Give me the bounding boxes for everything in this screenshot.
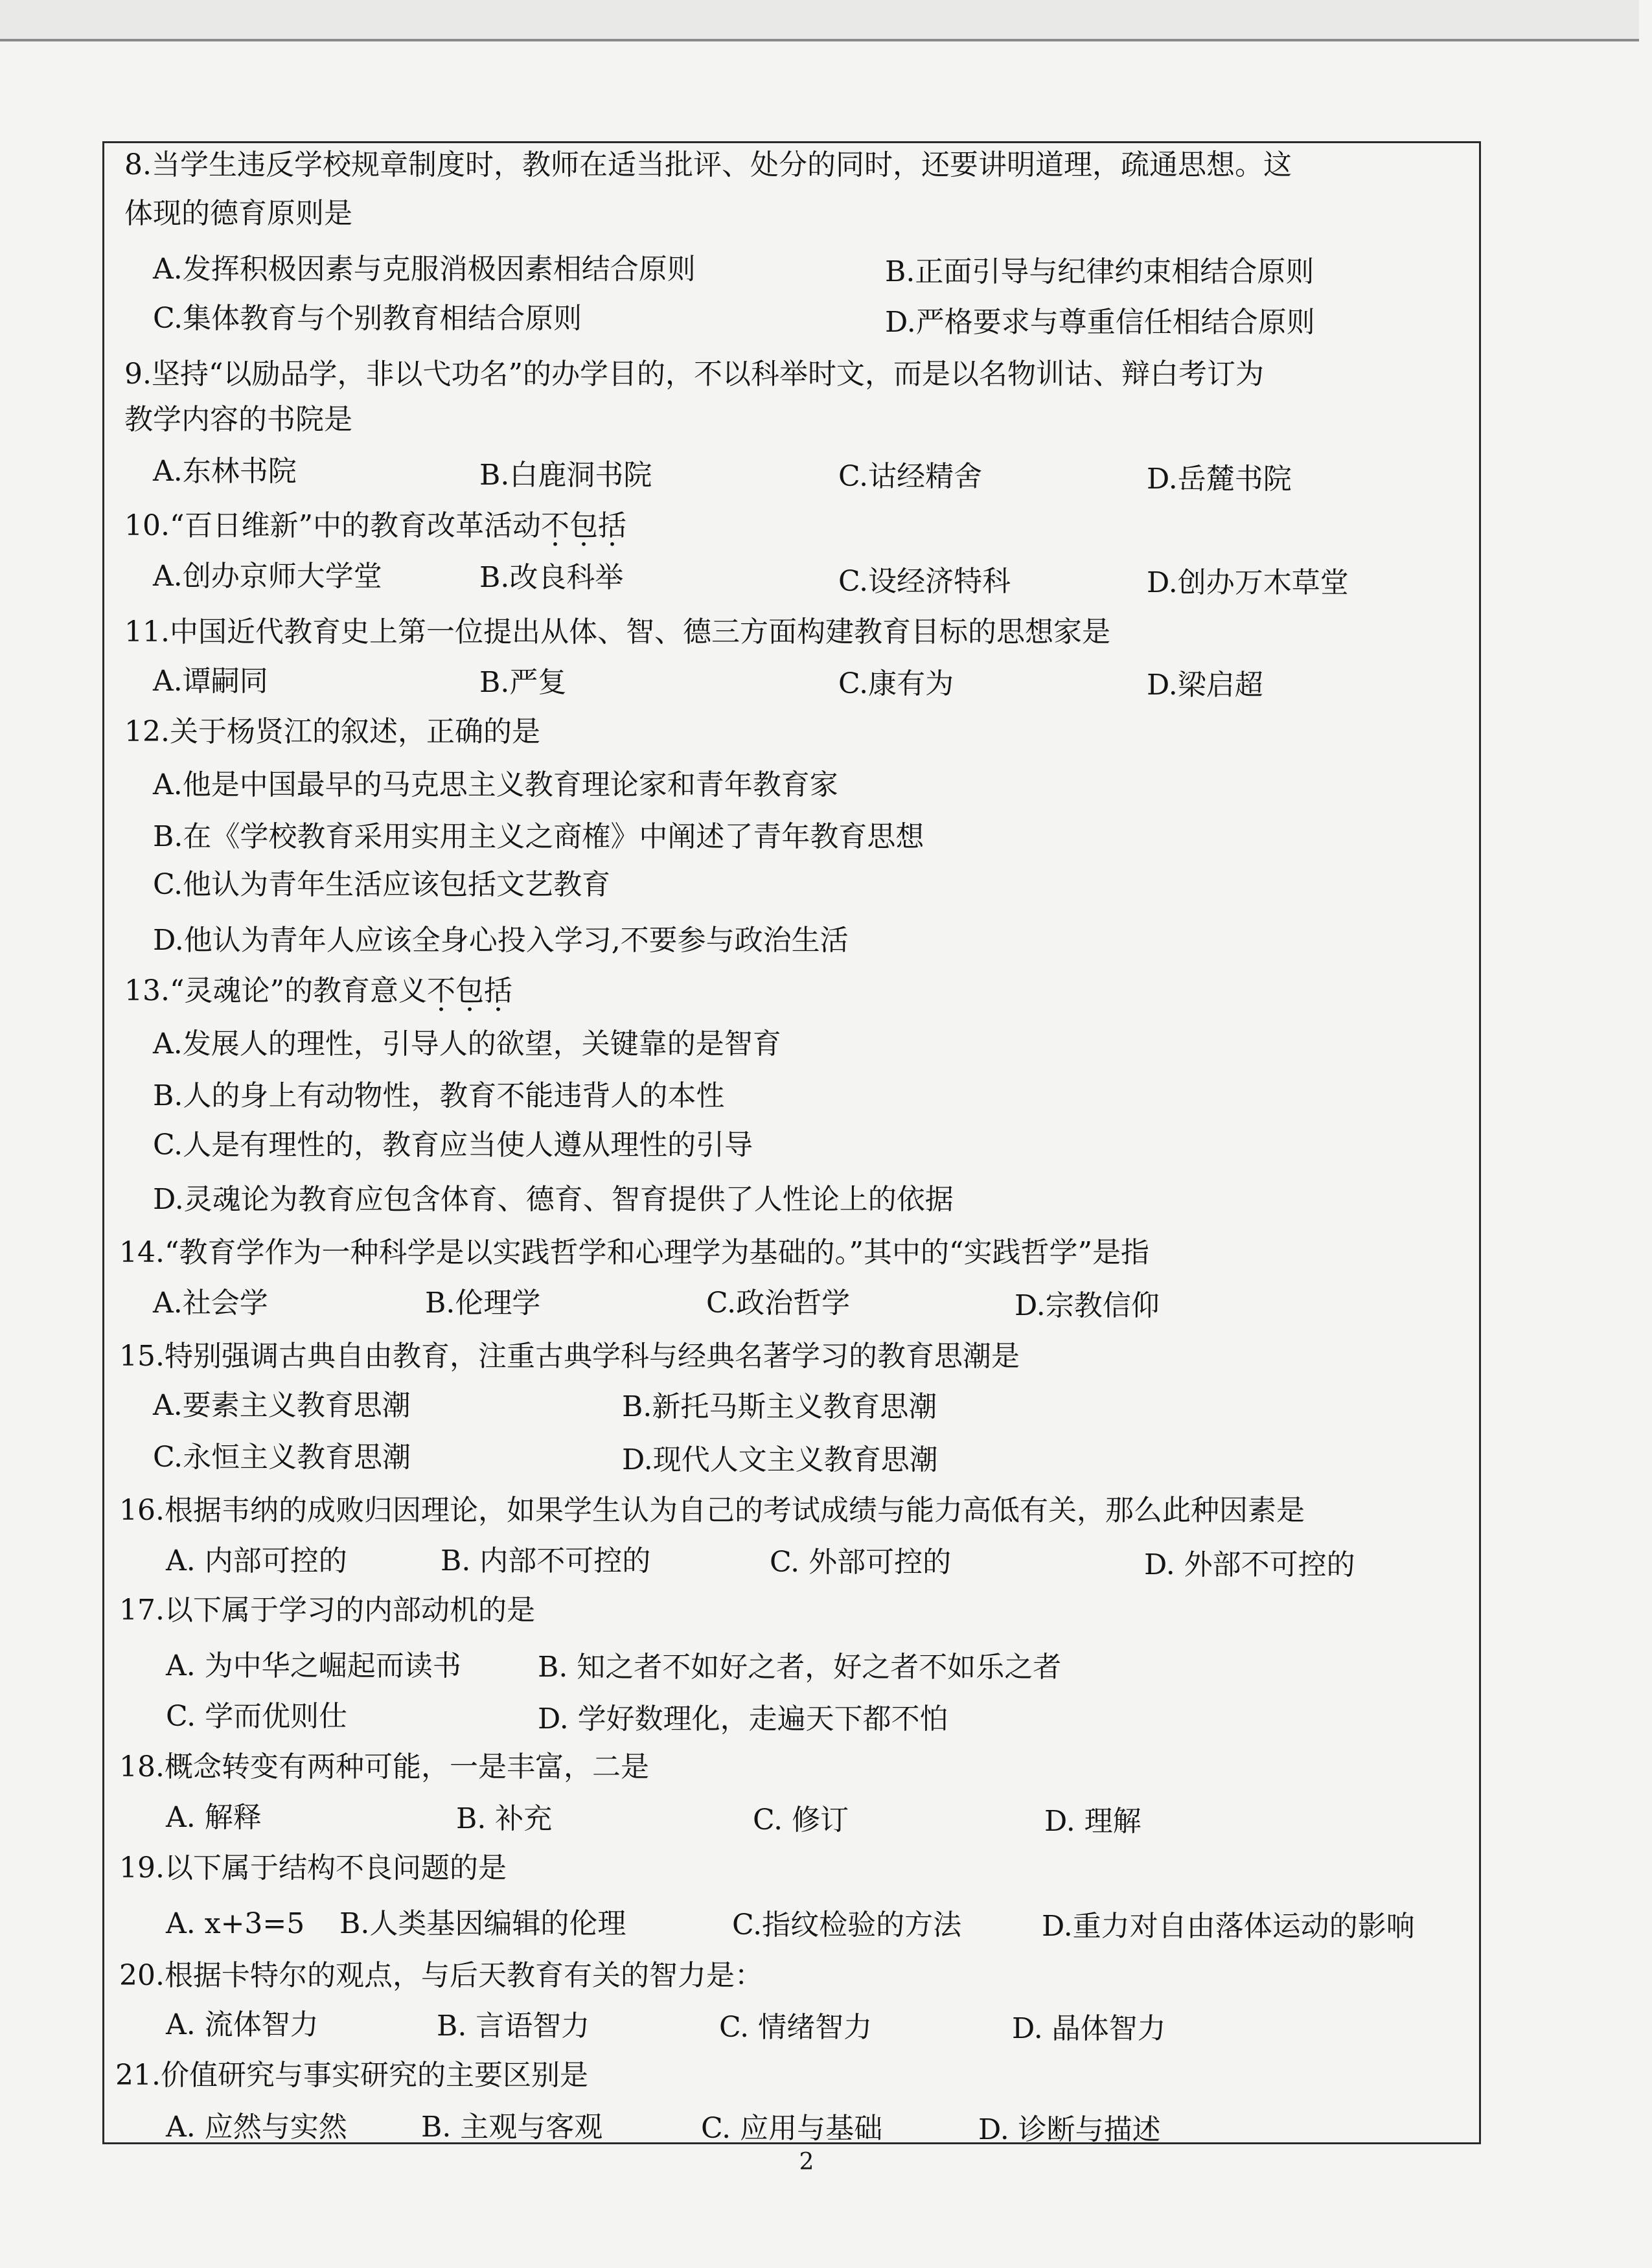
question-10-stem (124, 508, 626, 544)
question-13-option-c: C.人是有理性的，教育应当使人遵从理性的引导 (153, 1128, 753, 1162)
question-12-stem: 12.关于杨贤江的叙述，正确的是 (124, 715, 540, 748)
question-10-option-c: C.设经济特科 (838, 565, 1011, 598)
question-21-stem: 21.价值研究与事实研究的主要区别是 (115, 2059, 588, 2092)
question-17-option-c: C. 学而优则仕 (166, 1700, 348, 1733)
question-20-option-c: C. 情绪智力 (719, 2011, 873, 2044)
question-10-stem-text: 10.“百日维新”中的教育改革活动 (124, 509, 541, 542)
question-10-option-b: B.改良科举 (479, 561, 624, 594)
scan-top-edge (0, 0, 1639, 41)
question-13-option-d: D.灵魂论为教育应包含体育、德育、智育提供了人性论上的依据 (153, 1183, 954, 1216)
question-16-stem: 16.根据韦纳的成败归因理论，如果学生认为自己的考试成绩与能力高低有关，那么此种因素是 (119, 1494, 1305, 1527)
question-18-option-c: C. 修订 (753, 1804, 849, 1837)
question-16-option-d: D. 外部不可控的 (1144, 1548, 1355, 1581)
question-19-option-d: D.重力对自由落体运动的影响 (1042, 1910, 1415, 1943)
question-20-stem: 20.根据卡特尔的观点，与后天教育有关的智力是： (119, 1959, 763, 1992)
question-16-option-b: B. 内部不可控的 (441, 1544, 651, 1577)
question-19-option-b: B.人类基因编辑的伦理 (339, 1907, 626, 1940)
question-16-option-c: C. 外部可控的 (770, 1546, 952, 1579)
question-13-option-b: B.人的身上有动物性，教育不能违背人的本性 (153, 1079, 725, 1112)
question-11-stem: 11.中国近代教育史上第一位提出从体、智、德三方面构建教育目标的思想家是 (124, 615, 1110, 648)
question-11-option-b: B.严复 (479, 666, 567, 699)
emphasis-char: 包 (455, 974, 484, 1007)
question-15-option-c: C.永恒主义教育思潮 (153, 1441, 411, 1474)
question-19-option-c: C.指纹检验的方法 (732, 1908, 962, 1942)
question-15-stem: 15.特别强调古典自由教育，注重古典学科与经典名著学习的教育思潮是 (119, 1340, 1020, 1373)
question-8-option-c: C.集体教育与个别教育相结合原则 (153, 302, 582, 335)
question-12-option-d: D.他认为青年人应该全身心投入学习,不要参与政治生活 (153, 924, 849, 957)
question-17-option-a: A. 为中华之崛起而读书 (166, 1649, 461, 1682)
question-8-stem-cont: 体现的德育原则是 (124, 197, 352, 230)
question-14-stem: 14.“教育学作为一种科学是以实践哲学和心理学为基础的。”其中的“实践哲学”是指 (119, 1236, 1149, 1269)
question-17-option-b: B. 知之者不如好之者，好之者不如乐之者 (538, 1651, 1062, 1684)
question-12-option-a: A.他是中国最早的马克思主义教育理论家和青年教育家 (153, 768, 838, 801)
question-13-stem-text: 13.“灵魂论”的教育意义 (124, 974, 427, 1007)
emphasis-char: 括 (597, 509, 626, 542)
question-19-stem: 19.以下属于结构不良问题的是 (119, 1851, 507, 1884)
question-18-option-b: B. 补充 (456, 1802, 553, 1835)
question-11-option-d: D.梁启超 (1147, 669, 1263, 702)
question-9-option-c: C.诂经精舍 (838, 460, 983, 493)
question-15-option-b: B.新托马斯主义教育思潮 (622, 1390, 937, 1423)
question-20-option-a: A. 流体智力 (166, 2008, 319, 2041)
question-14-option-c: C.政治哲学 (706, 1287, 851, 1320)
question-20-option-d: D. 晶体智力 (1012, 2012, 1166, 2045)
question-18-stem: 18.概念转变有两种可能，一是丰富，二是 (119, 1750, 649, 1783)
question-9-option-d: D.岳麓书院 (1147, 463, 1292, 496)
question-21-option-d: D. 诊断与描述 (978, 2113, 1161, 2146)
question-17-stem: 17.以下属于学习的内部动机的是 (119, 1594, 535, 1627)
question-9-stem-cont: 教学内容的书院是 (124, 403, 352, 436)
emphasis-char: 不 (426, 974, 455, 1007)
question-13-stem (124, 973, 512, 1009)
question-8-stem: 8.当学生违反学校规章制度时，教师在适当批评、处分的同时，还要讲明道理，疏通思想。这 (124, 148, 1292, 181)
question-12-option-c: C.他认为青年生活应该包括文艺教育 (153, 868, 611, 901)
question-21-option-b: B. 主观与客观 (421, 2111, 603, 2144)
question-12-option-b: B.在《学校教育采用实用主义之商榷》中阐述了青年教育思想 (153, 820, 924, 853)
emphasis-char: 括 (483, 974, 512, 1007)
question-14-option-d: D.宗教信仰 (1015, 1289, 1160, 1322)
question-9-option-a: A.东林书院 (153, 455, 297, 488)
question-19-option-a: A. x+3=5 (166, 1907, 305, 1940)
question-9-stem: 9.坚持“以励品学，非以弋功名”的办学目的，不以科举时文，而是以名物训诂、辩白考订为 (124, 358, 1264, 391)
question-8-option-d: D.严格要求与尊重信任相结合原则 (885, 306, 1315, 339)
question-14-option-b: B.伦理学 (425, 1287, 541, 1320)
question-11-option-c: C.康有为 (838, 667, 954, 700)
question-10-option-a: A.创办京师大学堂 (153, 560, 382, 593)
emphasis-char: 包 (569, 509, 598, 542)
page-number: 2 (799, 2149, 814, 2175)
question-15-option-d: D.现代人文主义教育思潮 (622, 1443, 938, 1476)
question-9-option-b: B.白鹿洞书院 (479, 459, 652, 492)
question-11-option-a: A.谭嗣同 (153, 665, 268, 698)
question-8-option-a: A.发挥积极因素与克服消极因素相结合原则 (153, 253, 696, 286)
question-8-option-b: B.正面引导与纪律约束相结合原则 (885, 255, 1314, 288)
question-20-option-b: B. 言语智力 (437, 2010, 590, 2043)
question-16-option-a: A. 内部可控的 (166, 1544, 347, 1577)
question-10-option-d: D.创办万木草堂 (1147, 566, 1349, 599)
question-21-option-a: A. 应然与实然 (166, 2111, 347, 2144)
question-17-option-d: D. 学好数理化，走遍天下都不怕 (538, 1702, 948, 1735)
question-14-option-a: A.社会学 (153, 1287, 268, 1320)
question-21-option-c: C. 应用与基础 (701, 2112, 883, 2145)
question-18-option-d: D. 理解 (1044, 1805, 1141, 1838)
emphasis-char: 不 (540, 509, 569, 542)
question-15-option-a: A.要素主义教育思潮 (153, 1389, 411, 1422)
question-18-option-a: A. 解释 (166, 1801, 262, 1834)
question-13-option-a: A.发展人的理性，引导人的欲望，关键靠的是智育 (153, 1027, 781, 1060)
